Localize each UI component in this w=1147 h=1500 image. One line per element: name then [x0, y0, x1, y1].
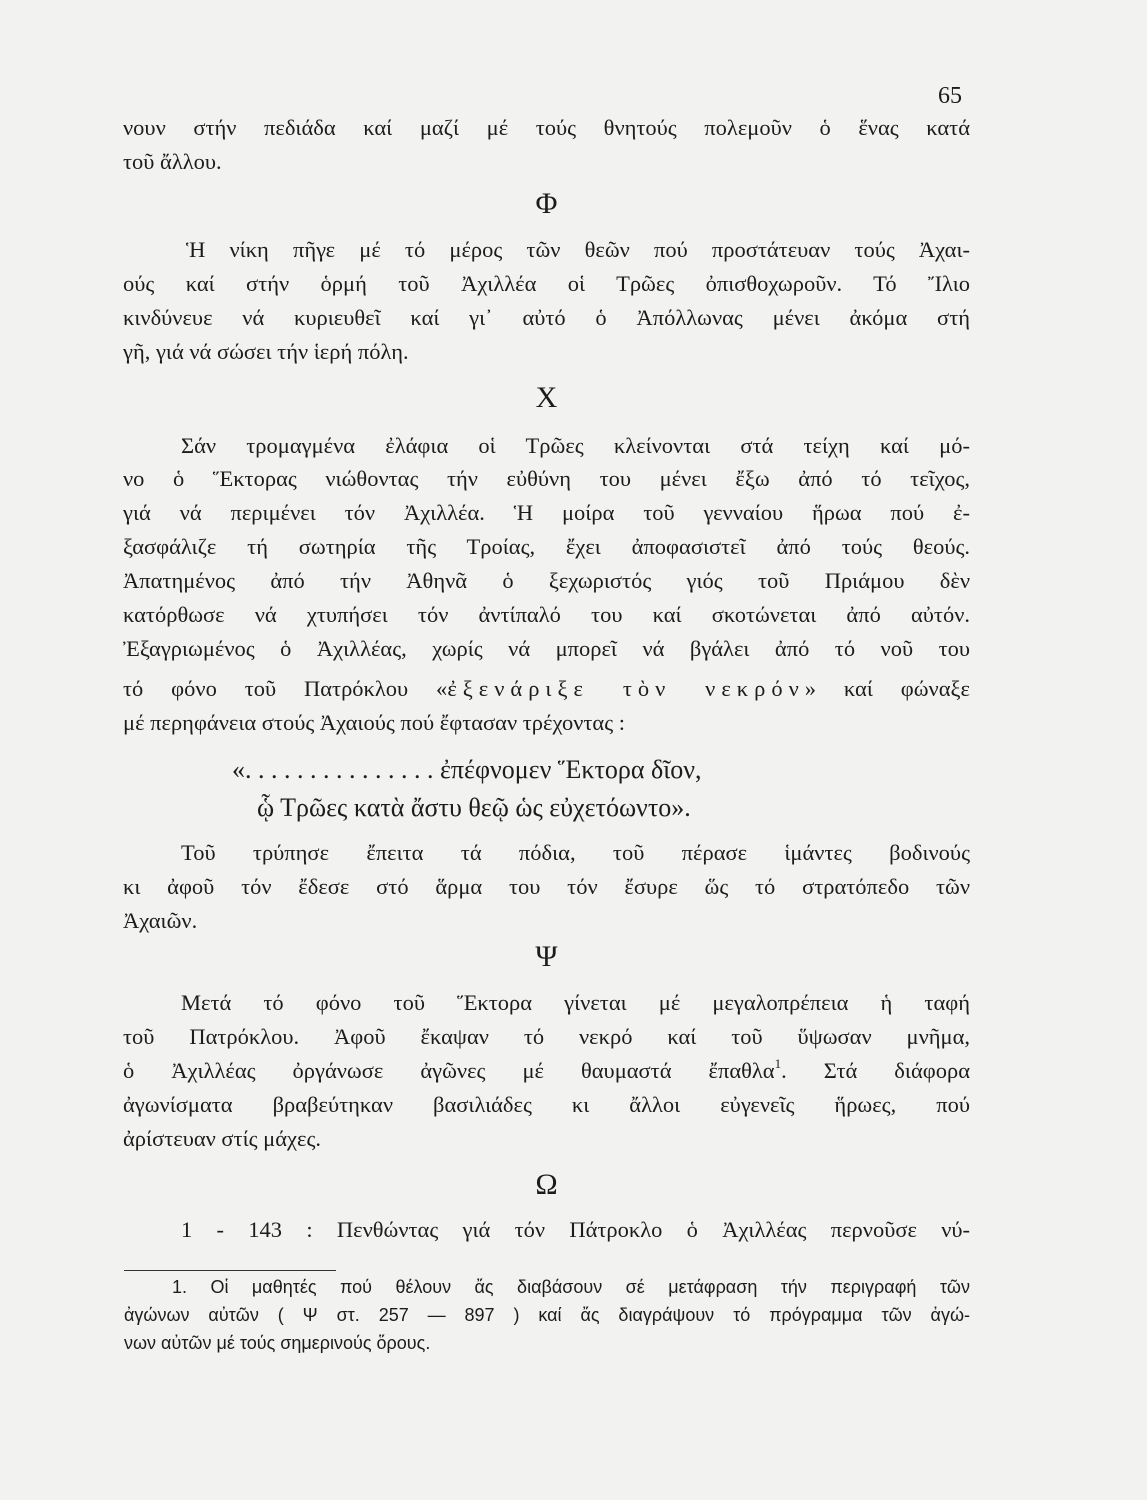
text-line: ἀρίστευαν στίς μάχες.: [123, 1126, 321, 1151]
section-heading-psi: Ψ: [535, 940, 558, 973]
text-fragment: . Στά διάφορα: [781, 1058, 970, 1083]
homeric-quote-spaced: ἐξενάριξε τὸν νεκρόν: [447, 676, 805, 701]
text-line: μέ περηφάνεια στούς Ἀχαιούς πού ἔφτασαν τρέχοντας :: [123, 710, 626, 735]
text-line: κατόρθωσε νά χτυπήσει τόν ἀντίπαλό του καί σκοτώνεται ἀπό αὐτόν.: [123, 602, 970, 627]
homeric-verse: «. . . . . . . . . . . . . . . ἐπέφνομεν Ἕκτορα δῖον,: [232, 755, 702, 784]
page-number: 65: [938, 83, 962, 109]
text-line-quote: [123, 674, 970, 704]
text-line: κινδύνευε νά κυριευθεῖ καί γι᾽ αὐτό ὁ Ἀπόλλωνας μένει ἀκόμα στή: [123, 305, 970, 330]
section-heading-phi: Φ: [535, 187, 558, 220]
section-heading-chi: Χ: [535, 381, 558, 414]
homeric-verse: ᾧ Τρῶες κατὰ ἄστυ θεῷ ὡς εὐχετόωντο».: [257, 793, 691, 822]
text-line: τοῦ Πατρόκλου. Ἀφοῦ ἔκαψαν τό νεκρό καί τοῦ ὕψωσαν μνῆμα,: [123, 1024, 970, 1049]
text-line: Ἀπατημένος ἀπό τήν Ἀθηνᾶ ὁ ξεχωριστός γιός τοῦ Πριάμου δὲν: [123, 568, 970, 593]
text-line: Ἡ νίκη πῆγε μέ τό μέρος τῶν θεῶν πού προστάτευαν τούς Ἀχαι-: [186, 237, 970, 262]
footnote-marker: 1: [774, 1056, 782, 1071]
text-line: γιά νά περιμένει τόν Ἀχιλλέα. Ἡ μοίρα τοῦ γενναίου ἥρωα πού ἐ-: [123, 500, 970, 525]
text-line: ἀγωνίσματα βραβεύτηκαν βασιλιάδες κι ἄλλοι εὐγενεῖς ἥρωες, πού: [123, 1092, 970, 1117]
text-line: ξασφάλιζε τή σωτηρία τῆς Τροίας, ἔχει ἀποφασιστεῖ ἀπό τούς θεούς.: [123, 534, 970, 559]
text-line-with-footnote: [123, 1056, 970, 1086]
text-line: νο ὁ Ἕκτορας νιώθοντας τήν εὐθύνη του μένει ἔξω ἀπό τό τεῖχος,: [123, 466, 970, 491]
text-line: γῆ, γιά νά σώσει τήν ἱερή πόλη.: [123, 339, 409, 364]
text-line: Σάν τρομαγμένα ἐλάφια οἱ Τρῶες κλείνονται στά τείχη καί μό-: [181, 433, 970, 458]
text-line: Μετά τό φόνο τοῦ Ἕκτορα γίνεται μέ μεγαλοπρέπεια ἡ ταφή: [181, 990, 970, 1015]
footnote-line: ἀγώνων αὐτῶν ( Ψ στ. 257 — 897 ) καί ἄς διαγράψουν τό πρόγραμμα τῶν ἀγώ-: [124, 1305, 970, 1325]
text-fragment: τό φόνο τοῦ Πατρόκλου «: [123, 676, 448, 701]
text-line: 1 - 143 : Πενθώντας γιά τόν Πάτροκλο ὁ Ἀχιλλέας περνοῦσε νύ-: [181, 1217, 970, 1242]
text-line: Ἀχαιῶν.: [123, 908, 198, 933]
text-fragment: » καί φώναξε: [804, 676, 970, 701]
footnote-line: νων αὐτῶν μέ τούς σημερινούς ὅρους.: [124, 1333, 431, 1353]
footnote-line: 1. Οἱ μαθητές πού θέλουν ἄς διαβάσουν σέ μετάφραση τήν περιγραφή τῶν: [172, 1277, 970, 1297]
text-line: τοῦ ἄλλου.: [123, 149, 222, 174]
footnote-rule: [124, 1270, 336, 1271]
text-fragment: ὁ Ἀχιλλέας ὀργάνωσε ἀγῶνες μέ θαυμαστά ἔπαθλα: [123, 1058, 775, 1083]
text-line: κι ἀφοῦ τόν ἔδεσε στό ἅρμα του τόν ἔσυρε ὥς τό στρατόπεδο τῶν: [123, 874, 970, 899]
text-line: ούς καί στήν ὁρμή τοῦ Ἀχιλλέα οἱ Τρῶες ὀπισθοχωροῦν. Τό Ἴλιο: [123, 271, 970, 296]
text-line: νουν στήν πεδιάδα καί μαζί μέ τούς θνητούς πολεμοῦν ὁ ἕνας κατά: [123, 115, 970, 140]
section-heading-omega: Ω: [535, 1168, 558, 1201]
text-line: Τοῦ τρύπησε ἔπειτα τά πόδια, τοῦ πέρασε ἱμάντες βοδινούς: [181, 840, 970, 865]
text-line: Ἐξαγριωμένος ὁ Ἀχιλλέας, χωρίς νά μπορεῖ νά βγάλει ἀπό τό νοῦ του: [123, 636, 970, 661]
